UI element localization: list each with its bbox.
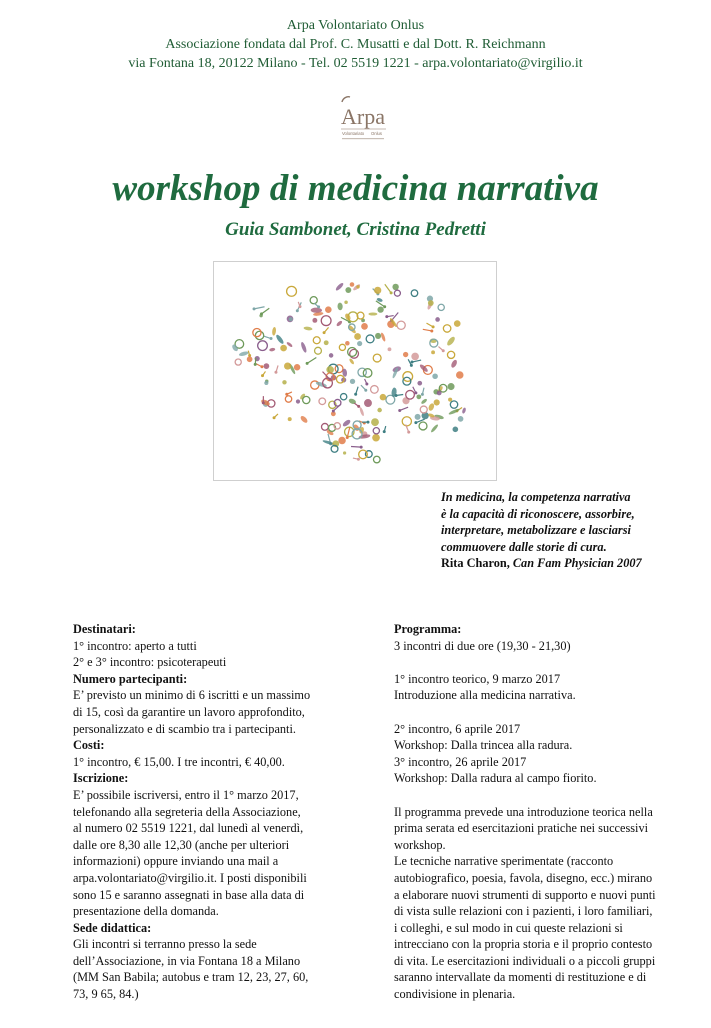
descrizione-line: i colleghi, e sul modo in cui queste relazioni si (394, 920, 623, 935)
incontro-line: 3° incontro, 26 aprile 2017 (394, 754, 527, 769)
iscrizione-line: al numero 02 5519 1221, dal lunedì al venerdì, (73, 821, 304, 836)
descrizione-line: prima serata ed esercitazioni pratiche nei successivi (394, 821, 649, 836)
incontro-line: 1° incontro teorico, 9 marzo 2017 (394, 671, 561, 686)
quote-source: Can Fam Physician 2007 (512, 556, 642, 571)
authors: Guia Sambonet, Cristina Pedretti (225, 219, 486, 240)
logo-subtext-left: Volontariato (342, 131, 365, 136)
programma-heading: Programma: (394, 622, 462, 636)
iscrizione-line: presentazione della domanda. (73, 904, 219, 919)
partecipanti-line: di 15, così da garantire un lavoro approfondito, (73, 704, 305, 719)
logo-subtext-right: Onlus (371, 131, 382, 136)
quote-attribution (441, 555, 703, 572)
partecipanti-line: personalizzato e di scambio tra i partecipanti. (73, 721, 296, 736)
quote-line: commuovere dalle storie di cura. (441, 539, 607, 554)
arpa-logo (334, 90, 390, 146)
organization-founders: Associazione fondata dal Prof. C. Musatti e dal Dott. R. Reichmann (165, 37, 546, 52)
descrizione-line: saranno intervallate da momenti di restituzione e di (394, 970, 647, 985)
descrizione-line: di vita. Le esercitazioni individuali o a piccoli gruppi (394, 953, 656, 968)
descrizione-line: intrecciano con la propria storia e il proprio contesto (394, 937, 653, 952)
partecipanti-line: E’ previsto un minimo di 6 iscritti e un massimo (73, 688, 311, 703)
descrizione-line: workshop. (394, 837, 446, 852)
quote-line: In medicina, la competenza narrativa (441, 490, 631, 504)
header (0, 16, 711, 73)
quote-line: è la capacità di riconoscere, assorbire, (441, 506, 635, 521)
iscrizione-line: E’ possibile iscriversi, entro il 1° marzo 2017, (73, 787, 299, 802)
organization-contacts: via Fontana 18, 20122 Milano - Tel. 02 5519 1221 - arpa.volontariato@virgilio.it (128, 56, 583, 71)
brain-molecules (231, 282, 466, 463)
destinatari-line: 2° e 3° incontro: psicoterapeuti (73, 655, 227, 670)
iscrizione-line: telefonando alla segreteria della Associazione, (73, 804, 301, 819)
destinatari-line: 1° incontro: aperto a tutti (73, 638, 197, 653)
iscrizione-line: sono 15 e saranno assegnati in base alla data di (73, 887, 305, 902)
incontro-line: 2° incontro, 6 aprile 2017 (394, 721, 521, 736)
partecipanti-heading: Numero partecipanti: (73, 671, 188, 686)
brain-illustration (213, 261, 497, 481)
sede-line: (MM San Babila; autobus e tram 12, 23, 27, 60, (73, 970, 309, 985)
logo-text: Arpa (341, 104, 385, 129)
incontro-line: Introduzione alla medicina narrativa. (394, 688, 576, 703)
iscrizione-line: informazioni) oppure inviando una mail a (73, 854, 279, 869)
descrizione-line: Le tecniche narrative sperimentate (racconto (394, 854, 614, 869)
quote-line: interpretare, metabolizzare e lasciarsi (441, 523, 631, 538)
descrizione-line: condivisione in plenaria. (394, 987, 516, 1002)
incontro-line: Workshop: Dalla radura al campo fiorito. (394, 771, 597, 786)
descrizione-line: Il programma prevede una introduzione teorica nella (394, 804, 653, 819)
iscrizione-heading: Iscrizione: (73, 771, 129, 786)
costi-heading: Costi: (73, 738, 105, 753)
quote-author: Rita Charon, (441, 556, 510, 571)
descrizione-line: a elaborare nuovi strumenti di supporto e nuovi punti (394, 887, 656, 902)
page-title: workshop di medicina narrativa (112, 168, 599, 209)
program-column (394, 621, 684, 1003)
descrizione-line: di vista sulle relazioni con i pazienti, i loro familiari, (394, 904, 653, 919)
costi-line: 1° incontro, € 15,00. I tre incontri, € 40,00. (73, 754, 285, 769)
iscrizione-line: dalle ore 8,30 alle 12,30 (anche per ulteriori (73, 837, 290, 852)
info-column (73, 621, 369, 1003)
descrizione-line: autobiografico, poesia, favola, disegno, ecc.) mirano (394, 870, 653, 885)
quote (441, 489, 703, 572)
sede-heading: Sede didattica: (73, 920, 152, 935)
sede-line: Gli incontri si terranno presso la sede (73, 937, 257, 952)
iscrizione-line: arpa.volontariato@virgilio.it. I posti disponibili (73, 870, 307, 885)
sede-line: 73, 9 65, 84.) (73, 987, 139, 1002)
sede-line: dell’Associazione, in via Fontana 18 a Milano (73, 953, 301, 968)
destinatari-heading: Destinatari: (73, 622, 136, 636)
programma-line: 3 incontri di due ore (19,30 - 21,30) (394, 638, 571, 653)
organization-name: Arpa Volontariato Onlus (286, 18, 425, 33)
incontro-line: Workshop: Dalla trincea alla radura. (394, 738, 573, 753)
